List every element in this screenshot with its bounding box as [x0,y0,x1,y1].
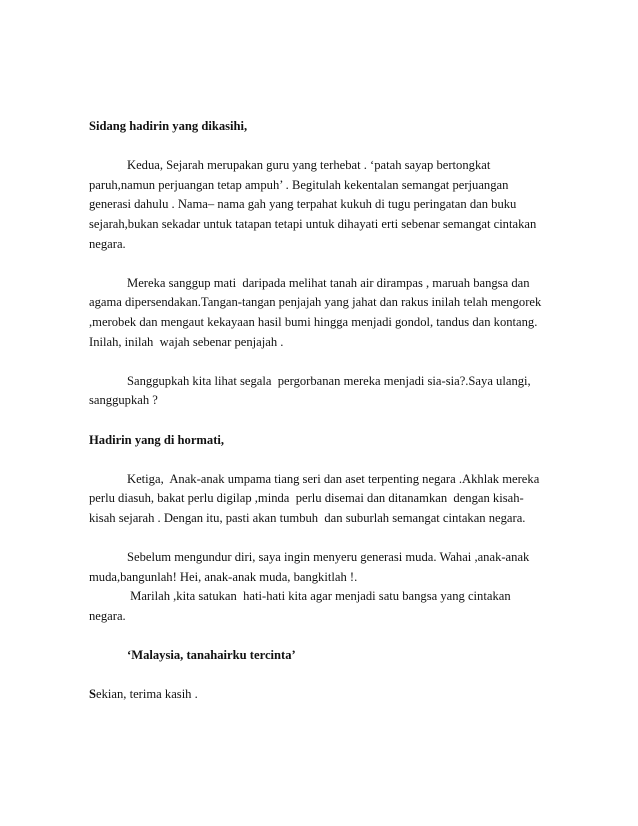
paragraph-line: ,merobek dan mengaut kekayaan hasil bumi hingga menjadi gondol, tandus dan kontang. [89,314,538,329]
paragraph-line: Kedua, Sejarah merupakan guru yang terhebat . ‘patah sayap bertongkat [127,158,491,173]
paragraph-line: Mereka sanggup mati daripada melihat tanah air dirampas , maruah bangsa dan [127,275,530,290]
paragraph-line: kisah sejarah . Dengan itu, pasti akan tumbuh dan suburlah semangat cintakan negara. [89,510,526,525]
paragraph-sebelum [89,548,559,626]
paragraph-line: negara. [89,236,126,251]
paragraph-line: perlu diasuh, bakat perlu digilap ,minda perlu disemai dan ditanamkan dengan kisah- [89,491,524,506]
paragraph-line: Sebelum mengundur diri, saya ingin menyeru generasi muda. Wahai ,anak-anak [127,550,530,565]
paragraph-line: sanggupkah ? [89,393,158,408]
paragraph-line: muda,bangunlah! Hei, anak-anak muda, bangkitlah !. [89,569,358,584]
closing-text: ekian, terima kasih . [96,687,198,702]
heading-sidang-hadirin: Sidang hadirin yang dikasihi, [89,119,248,133]
paragraph-ketiga [89,470,559,529]
paragraph-line: Inilah, inilah wajah sebenar penjajah . [89,334,284,349]
paragraph-line: Sanggupkah kita lihat segala pergorbanan mereka menjadi sia-sia?.Saya ulangi, [127,373,531,388]
paragraph-kedua [89,156,559,254]
document-body [89,117,559,724]
paragraph-line: paruh,namun perjuangan tetap ampuh’ . Begitulah kekentalan semangat perjuangan [89,177,509,192]
paragraph-sanggupkah [89,372,559,411]
heading-hadirin: Hadirin yang di hormati, [89,432,225,447]
paragraph-line: Ketiga, Anak-anak umpama tiang seri dan aset terpenting negara .Akhlak mereka [127,471,540,486]
paragraph-mereka [89,274,559,352]
closing-quote-block [89,646,559,666]
paragraph-line: Marilah ,kita satukan hati-hati kita agar menjadi satu bangsa yang cintakan [127,589,511,604]
paragraph-line: negara. [89,608,126,623]
closing-line [89,685,559,705]
paragraph-line: sejarah,bukan sekadar untuk tatapan tetapi untuk dihayati erti sebenar semangat cintakan [89,216,537,231]
closing-quote: ‘Malaysia, tanahairku tercinta’ [127,648,296,663]
paragraph-line: agama dipersendakan.Tangan-tangan penjajah yang jahat dan rakus inilah telah mengorek [89,295,542,310]
closing-first-letter: S [89,687,97,702]
paragraph-line: generasi dahulu . Nama– nama gah yang terpahat kukuh di tugu peringatan dan buku [89,197,517,212]
